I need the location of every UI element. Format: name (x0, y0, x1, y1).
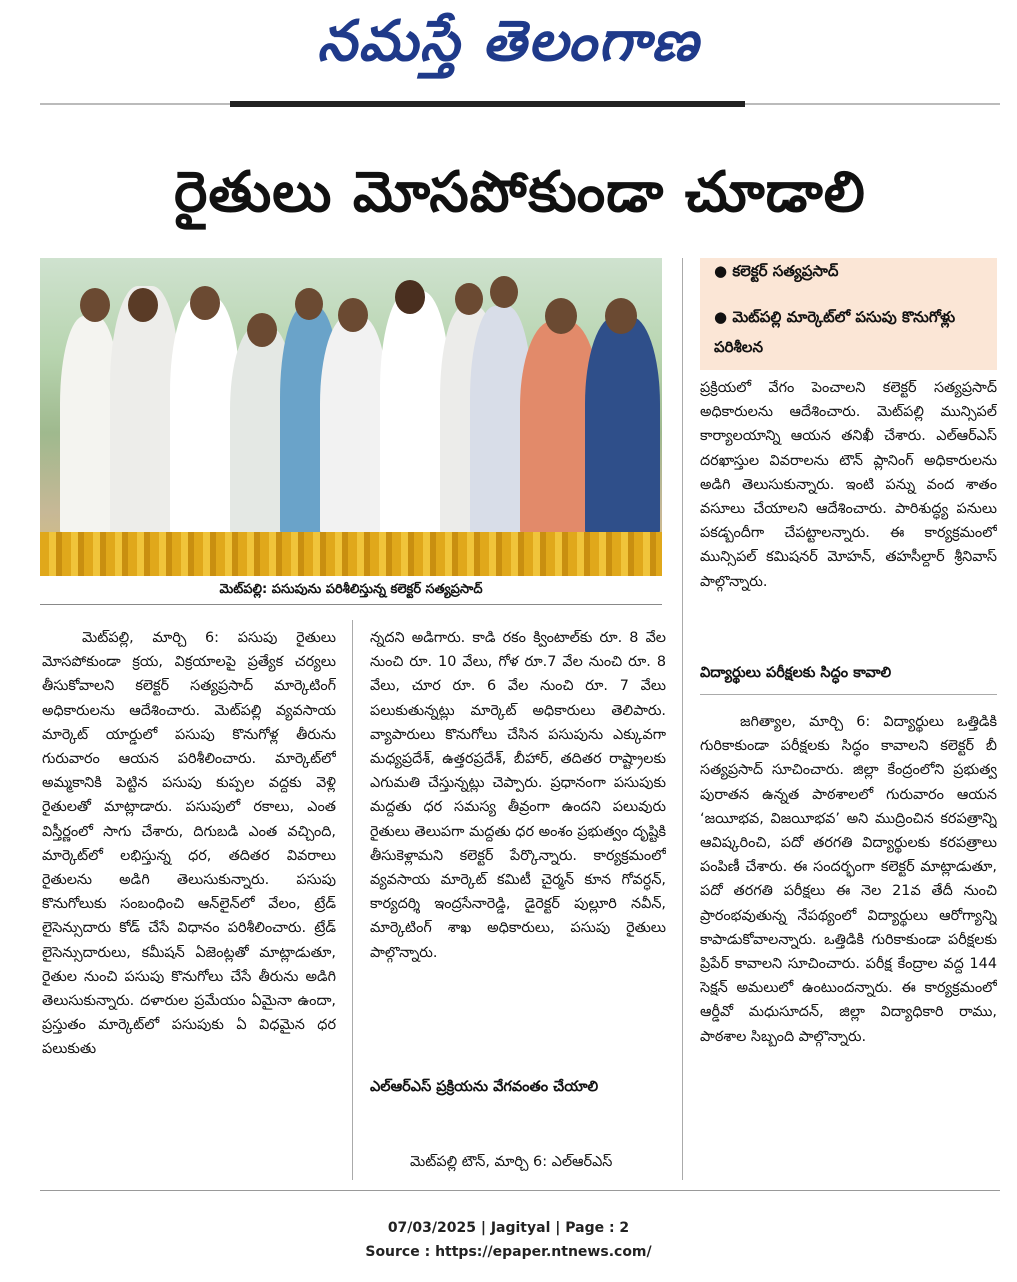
page-bottom-divider (40, 1190, 1000, 1191)
edition-info: 07/03/2025 | Jagityal | Page : 2 (387, 1220, 630, 1236)
source-link[interactable]: Source : https://epaper.ntnews.com/ (365, 1244, 652, 1260)
sub-headline-lrs: ఎల్‌ఆర్‌ఎస్ ప్రక్రియను వేగవంతం చేయాలి (370, 1079, 599, 1095)
article-headline: రైతులు మోసపోకుండా చూడాలి (174, 160, 866, 225)
caption-divider (40, 604, 662, 605)
article-column-2-tail: మెట్‌పల్లి టౌన్, మార్చి 6: ఎల్‌ఆర్‌ఎస్ (410, 1154, 613, 1170)
newspaper-masthead: నమస్తే తెలంగాణ (317, 8, 700, 74)
turmeric-heap (40, 532, 662, 576)
highlight-item: ● మెట్‌పల్లి మార్కెట్‌లో పసుపు కొనుగోళ్లు పరిశీలన (714, 308, 956, 356)
highlight-item: ● కలెక్టర్ సత్యప్రసాద్ (714, 262, 839, 280)
article-column-2: న్నదని అడిగారు. కాడి రకం క్వింటాల్‌కు రూ. 8 వేల నుంచి రూ. 10 వేలు, గోళ రూ.7 వేల నుంచి రూ. 8 వేలు, చూర రూ. 6 వేల నుంచి రూ. 7 వేలు పలుకుతున్నట్లు మార్కెట్ అధికారులు తెలిపారు. వ్యాపారులు కొనుగోలు చేసిన పసుపును ఎక్కువగా మధ్యప్రదేశ్, ఉత్తరప్రదేశ్, బీహార్, తదితర రాష్ట్రాలకు ఎగుమతి చేస్తున్నట్లు చెప్పారు. ప్రధానంగా పసుపుకు మద్దతు ధర సమస్య తీవ్రంగా ఉందని పలువురు రైతులు తెలుపగా మద్దతు ధర అంశం ప్రభుత్వం దృష్టికి తీసుకెళ్లామని కలెక్టర్ పేర్కొన్నారు. కార్యక్రమంలో వ్యవసాయ మార్కెట్ కమిటీ చైర్మన్ కూన గోవర్ధన్, కార్యదర్శి ఇంద్రసేనారెడ్డి, డైరెక్టర్ పుల్లూరి నవీన్, మార్కెటింగ్ శాఖ అధికారులు, పసుపు రైతులు పాల్గొన్నారు. (370, 630, 666, 961)
column-divider (682, 258, 683, 1180)
masthead-divider-thick (230, 101, 745, 107)
article-column-1: మెట్‌పల్లి, మార్చి 6: పసుపు రైతులు మోసపోకుండా క్రయ, విక్రయాలపై ప్రత్యేక చర్యలు తీసుకోవాలని కలెక్టర్ సత్యప్రసాద్ మార్కెటింగ్ అధికారులను ఆదేశించారు. మెట్‌పల్లి వ్యవసాయ మార్కెట్ యార్డులో పసుపు కొనుగోళ్ల తీరును గురువారం ఆయన పరిశీలించారు. మార్కెట్‌లో అమ్మకానికి పెట్టిన పసుపు కుప్పల వద్దకు వెళ్లి రైతులతో మాట్లాడారు. పసుపులో రకాలు, ఎంత విస్తీర్ణంలో సాగు చేశారు, దిగుబడి ఎంత వచ్చింది, మార్కెట్‌లో లభిస్తున్న ధర, తదితర వివరాలు రైతులను అడిగి తెలుసుకున్నారు. పసుపు కొనుగోలుకు సంబంధించి ఆన్‌లైన్‌లో వేలం, ట్రేడ్ లైసెన్సుదారు కోడ్ చేసే విధానం పరిశీలించారు. ట్రేడ్ లైసెన్సుదారులు, కమీషన్ ఏజెంట్లతో మాట్లాడుతూ, రైతుల నుంచి పసుపు కొనుగోలు చేసే తీరును అడిగి తెలుసుకున్నారు. దళారుల ప్రమేయం ఏమైనా ఉందా, ప్రస్తుతం మార్కెట్‌లో పసుపుకు ఏ విధమైన ధర పలుకుతు (42, 630, 336, 1058)
column-divider (352, 620, 353, 1180)
article-column-3a: ప్రక్రియలో వేగం పెంచాలని కలెక్టర్ సత్యప్రసాద్ అధికారులను ఆదేశించారు. మెట్‌పల్లి మున్సిపల్ కార్యాలయాన్ని ఆయన తనిఖీ చేశారు. ఎల్‌ఆర్‌ఎస్ దరఖాస్తుల వివరాలను టౌన్ ప్లానింగ్ అధికారులను అడిగి తెలుసుకున్నారు. ఇంటి పన్ను వంద శాతం వసూలు చేయాలని ఆదేశించారు. పారిశుద్ధ్య పనులు పకడ్బందీగా చేపట్టాలన్నారు. ఈ కార్యక్రమంలో మున్సిపల్ కమిషనర్ మోహన్, తహసీల్దార్ శ్రీనివాస్ పాల్గొన్నారు. (700, 380, 997, 590)
sub-headline-students: విద్యార్థులు పరీక్షలకు సిద్ధం కావాలి (700, 665, 892, 681)
article-photo (40, 258, 662, 576)
article-column-3b: జగిత్యాల, మార్చి 6: విద్యార్థులు ఒత్తిడికి గురికాకుండా పరీక్షలకు సిద్ధం కావాలని కలెక్టర్ బీ సత్యప్రసాద్ సూచించారు. జిల్లా కేంద్రంలోని ప్రభుత్వ పురాతన ఉన్నత పాఠశాలలో గురువారం ఆయన ‘జయీభవ, విజయీభవ’ అని ముద్రించిన కరపత్రాన్ని ఆవిష్కరించి, పదో తరగతి విద్యార్థులకు కరపత్రాలు పంపిణీ చేశారు. ఈ సందర్భంగా కలెక్టర్ మాట్లాడుతూ, పదో తరగతి పరీక్షలు ఈ నెల 21వ తేదీ నుంచి ప్రారంభవుతున్న నేపథ్యంలో విద్యార్థులు ఆరోగ్యాన్ని కాపాడుకోవాలన్నారు. ఒత్తిడికి గురికాకుండా పరీక్షలకు ప్రిపేర్ కావాలని సూచించారు. పరీక్ష కేంద్రాల వద్ద 144 సెక్షన్ అమలులో ఉంటుందన్నారు. ఈ కార్యక్రమంలో ఆర్డీవో మధుసూదన్, జిల్లా విద్యాధికారి రాము, పాఠశాల సిబ్బంది పాల్గొన్నారు. (700, 714, 997, 1045)
sub-headline-divider (700, 694, 997, 695)
photo-caption: మెట్‌పల్లి: పసుపును పరిశీలిస్తున్న కలెక్టర్ సత్యప్రసాద్ (219, 582, 483, 597)
